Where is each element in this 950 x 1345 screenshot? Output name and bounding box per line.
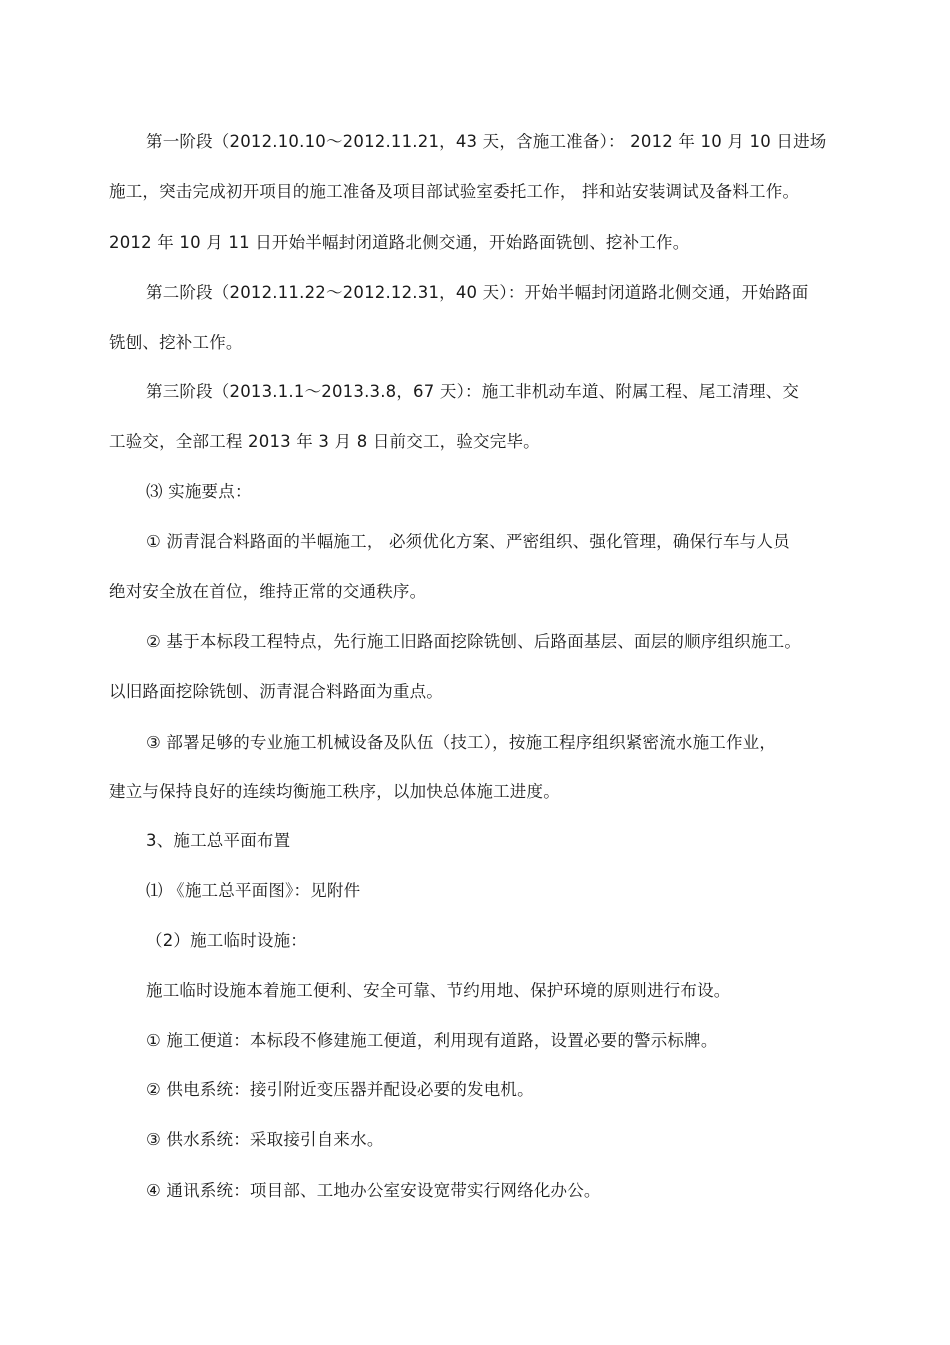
paragraph-line: 铣刨、挖补工作。 (109, 333, 243, 352)
list-item: ④ 通讯系统：项目部、工地办公室安设宽带实行网络化办公。 (146, 1181, 601, 1200)
paragraph-line: ⑴ 《施工总平面图》：见附件 (146, 881, 361, 900)
paragraph-line: 2012 年 10 月 11 日开始半幅封闭道路北侧交通，开始路面铣刨、挖补工作。 (109, 233, 690, 252)
paragraph-line: 工验交，全部工程 2013 年 3 月 8 日前交工，验交完毕。 (109, 432, 540, 451)
section-heading: （2）施工临时设施： (146, 931, 307, 950)
paragraph-line: 第一阶段（2012.10.10～2012.11.21，43 天，含施工准备）： 2012 年 10 月 10 日进场 (146, 132, 827, 151)
list-item: ① 施工便道：本标段不修建施工便道，利用现有道路，设置必要的警示标牌。 (146, 1031, 718, 1050)
paragraph-line: ② 基于本标段工程特点，先行施工旧路面挖除铣刨、后路面基层、面层的顺序组织施工。 (146, 632, 802, 651)
list-item: ② 供电系统：接引附近变压器并配设必要的发电机。 (146, 1080, 534, 1099)
paragraph-line: 第二阶段（2012.11.22～2012.12.31，40 天）：开始半幅封闭道路北侧交通，开始路面 (146, 283, 809, 302)
paragraph-line: 建立与保持良好的连续均衡施工秩序，以加快总体施工进度。 (109, 782, 560, 801)
section-heading: 3、施工总平面布置 (146, 831, 291, 850)
paragraph-line: ③ 部署足够的专业施工机械设备及队伍（技工），按施工程序组织紧密流水施工作业， (146, 733, 777, 752)
paragraph-line: 第三阶段（2013.1.1～2013.3.8，67 天）：施工非机动车道、附属工程、尾工清理、交 (146, 382, 800, 401)
paragraph-line: ① 沥青混合料路面的半幅施工， 必须优化方案、严密组织、强化管理，确保行车与人员 (146, 532, 790, 551)
paragraph-line: 绝对安全放在首位，维持正常的交通秩序。 (109, 582, 427, 601)
section-heading: ⑶ 实施要点： (146, 482, 252, 501)
paragraph-line: 施工临时设施本着施工便利、安全可靠、节约用地、保护环境的原则进行布设。 (146, 981, 731, 1000)
paragraph-line: 施工，突击完成初开项目的施工准备及项目部试验室委托工作， 拌和站安装调试及备料工作。 (109, 182, 800, 201)
list-item: ③ 供水系统：采取接引自来水。 (146, 1130, 384, 1149)
paragraph-line: 以旧路面挖除铣刨、沥青混合料路面为重点。 (109, 682, 443, 701)
